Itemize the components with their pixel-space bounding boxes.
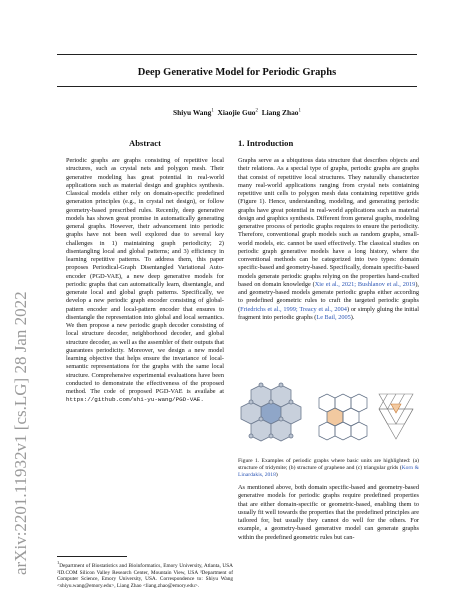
author-affiliation: 2 bbox=[255, 108, 258, 114]
author-affiliation: 1 bbox=[298, 108, 301, 114]
author-name: Xiaojie Guo bbox=[217, 108, 256, 117]
title-rule-top bbox=[57, 54, 417, 55]
intro-text: Graphs serve as a ubiquitous data structure that describes objects and their relations. As a special type of graphs, periodic graphs are graphs that consist of repetitive local structures. They naturally characterize many real-world applications ranging from crystal nets containing repetitive unit cells to polygon mesh data containing repetitive grids (Figure 1). Hence, understanding, modeling, and generating periodic graphs have great potential in real-world applications such as material design and graphics synthesis. Different from general graphs, modeling generative process of periodic graphs requires to ensure the periodicity. Therefore, conventional graph models such as random graphs, small-world models, etc. cannot be used effectively. The classical studies on periodic graph generative models have a long history, where the conventional methods can be categorized into two types: domain specific-based and geometry-based. Specifically, domain specific-based models generate periodic graphs relying on the properties hand-crafted based on domain knowledge ( bbox=[238, 157, 419, 288]
author-list bbox=[0, 108, 474, 117]
abstract-text: Periodic graphs are graphs consisting of repetitive local structures, such as crystal nets and polygon mesh. Their generative modeling has great potential in real-world applications such as material design and graphics synthesis. Classical models either rely on domain-specific predefined generation principles (e.g., in crystal net design), or follow geometry-based prescribed rules. Recently, deep generative models has shown great promise in automatically generating general graphs. However, their advancement into periodic graphs have not been well explored due to several key challenges in 1) maintaining graph periodicity; 2) disentangling local and global patterns; and 3) efficiency in learning repetitive patterns. To address them, this paper proposes Periodical-Graph Disentangled Variational Auto-encoder (PGD-VAE), a new deep generative models for periodic graphs that can automatically learn, disentangle, and generate local and global graph patterns. Specifically, we develop a new periodic graph encoder consisting of global-pattern encoder and local-pattern encoder that ensures to disentangle the representation into global and local semantics. We then propose a new periodic graph decoder consisting of local structure decoder, neighborhood decoder, and global structure decoder, as well as the assembler of their outputs that guarantees periodicity. Moreover, we design a new model learning objective that helps ensure the invariance of local-semantic representations for the graphs with the same local structure. Comprehensive experimental evaluations have been conducted to demonstrate the effectiveness of the proposed method. The code of proposed PGD-VAE is availabe at bbox=[66, 157, 224, 395]
figure-1-caption bbox=[238, 458, 419, 480]
intro-text: ). bbox=[350, 313, 355, 321]
caption-text: ) bbox=[275, 472, 278, 479]
right-column bbox=[238, 138, 419, 322]
title-rule-bottom bbox=[57, 86, 417, 87]
introduction-paragraph-1 bbox=[238, 157, 419, 322]
author-name: Liang Zhao bbox=[261, 108, 299, 117]
author-name: Shiyu Wang bbox=[173, 108, 212, 117]
left-column bbox=[57, 138, 233, 405]
citation-link[interactable]: Korn & Linardakis, 2018 bbox=[238, 465, 419, 479]
citation-link[interactable]: Le Bail, 2005 bbox=[316, 313, 351, 321]
footnote-marker: 1 bbox=[57, 560, 60, 565]
author-affiliation: 1 bbox=[211, 108, 214, 114]
footnote-text: Department of Biostatistics and Bioinformatics, Emory University, Atlanta, USA ²ID.COM Silicon Valley Research Center, Mountain View, USA ³Department of Computer Science, Emory University, USA. Correspondence to: Shiyu Wang <shiyu.wang@emory.edu>, Liang Zhao <liang.zhao@emory.edu>. bbox=[57, 562, 233, 590]
introduction-paragraph-2: As mentioned above, both domain specific-based and geometry-based generative models for periodic graphs require predefined properties that are either domain-specific or geometric-based, enabling them to usually fit well towards the properties that the predefined principles are tailored for, but usually they cannot do well for the others. For example, a geometry-based generative model can generate graphs within the predefined geometric rules but can- bbox=[238, 484, 419, 541]
footnote-rule bbox=[57, 556, 127, 557]
tridymite-structure bbox=[241, 383, 301, 441]
caption-text: Figure 1. Examples of periodic graphs where basic units are highlighted: (a) structure of tridymite; (b) structure of graphene and (c) triangular grids ( bbox=[238, 458, 419, 472]
abstract-heading: Abstract bbox=[129, 138, 161, 148]
graphene-structure bbox=[319, 394, 367, 440]
introduction-heading: 1. Introduction bbox=[238, 138, 294, 148]
arxiv-identifier: arXiv:2201.11932v1 [cs.LG] 28 Jan 2022 bbox=[11, 291, 30, 575]
footnote bbox=[57, 560, 233, 590]
paper-title: Deep Generative Model for Periodic Graphs bbox=[137, 67, 337, 78]
abstract-body bbox=[66, 157, 224, 405]
intro-text: ) or simply gluing the initial fragment into periodic graphs ( bbox=[238, 305, 419, 321]
citation-link[interactable]: Friedrichs et al., 1999; Treacy et al., 2004 bbox=[240, 305, 347, 313]
code-link[interactable]: https://github.com/shi-yu-wang/PGD-VAE. bbox=[66, 396, 204, 404]
citation-link[interactable]: Xie et al., 2021; Bushlanov et al., 2019 bbox=[314, 280, 416, 288]
figure-1-periodic-graphs bbox=[239, 380, 419, 450]
introduction-continuation bbox=[238, 484, 419, 542]
triangular-grid bbox=[379, 394, 413, 439]
intro-text: ), and geometry-based models generate periodic graphs either according to predefined geometric rules to craft the targeted periodic graphs ( bbox=[238, 280, 419, 313]
